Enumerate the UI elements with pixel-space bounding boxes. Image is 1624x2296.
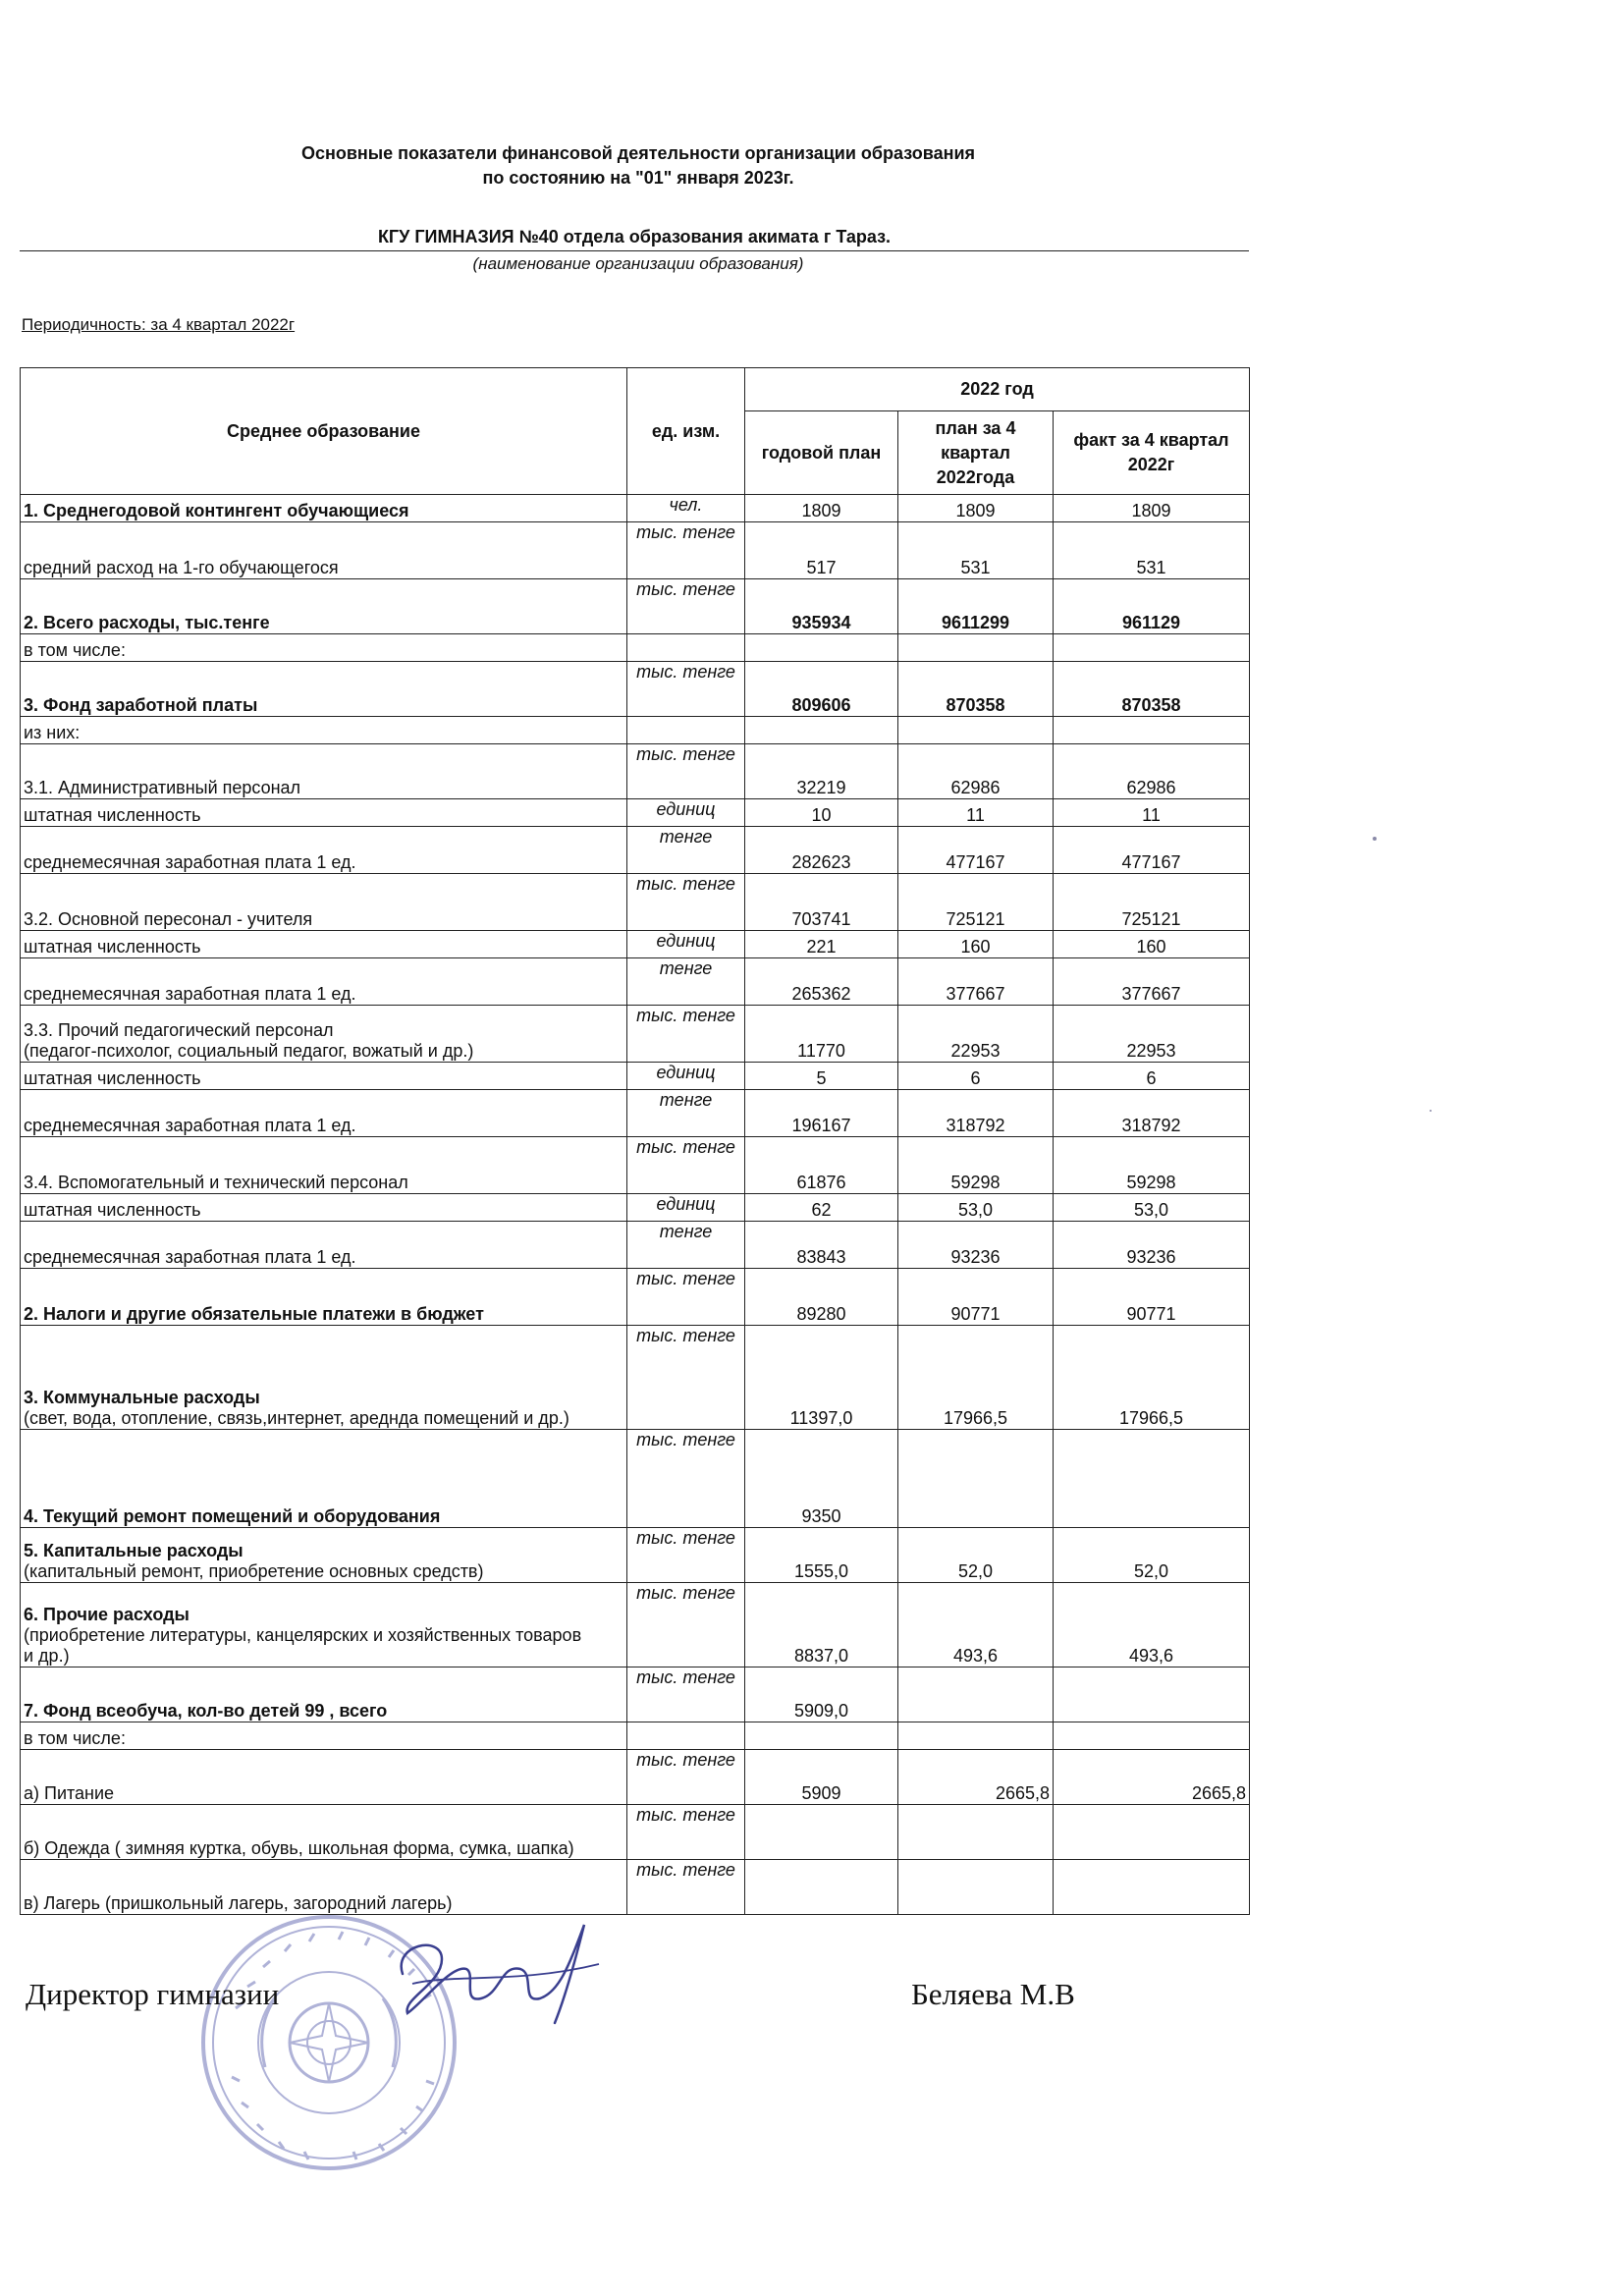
cell-q4-fact: 90771 [1054, 1269, 1250, 1326]
row-label [21, 1269, 627, 1326]
row-unit: тыс. тенге [627, 579, 745, 634]
row-label-line: в том числе: [24, 1728, 126, 1748]
row-label-line: 5. Капитальные расходы [24, 1541, 244, 1560]
cell-plan: 11770 [745, 1006, 898, 1063]
cell-q4-fact: 318792 [1054, 1090, 1250, 1137]
row-unit: тыс. тенге [627, 1006, 745, 1063]
row-unit [627, 1722, 745, 1750]
row-unit: единиц [627, 799, 745, 827]
row-unit: тенге [627, 958, 745, 1006]
row-label [21, 495, 627, 522]
row-label-line: 3.1. Административный персонал [24, 778, 301, 797]
row-label-line: средний расход на 1-го обучающегося [24, 558, 339, 577]
cell-q4-fact: 17966,5 [1054, 1326, 1250, 1430]
row-unit: тыс. тенге [627, 1269, 745, 1326]
cell-q4-fact: 377667 [1054, 958, 1250, 1006]
cell-q4-plan: 93236 [898, 1222, 1054, 1269]
row-unit: тыс. тенге [627, 662, 745, 717]
scan-speck [1373, 837, 1377, 841]
row-label-line: среднемесячная заработная плата 1 ед. [24, 1116, 356, 1135]
signature-icon [383, 1905, 619, 2033]
table-row [21, 1430, 1250, 1528]
cell-q4-fact: 11 [1054, 799, 1250, 827]
cell-plan: 5 [745, 1063, 898, 1090]
table-row [21, 1137, 1250, 1194]
cell-q4-plan [898, 1860, 1054, 1915]
cell-q4-plan: 477167 [898, 827, 1054, 874]
row-unit: тыс. тенге [627, 1860, 745, 1915]
table-row [21, 1326, 1250, 1430]
cell-plan: 89280 [745, 1269, 898, 1326]
row-label-line: 6. Прочие расходы [24, 1605, 189, 1624]
row-label-line: 3.4. Вспомогательный и технический персонал [24, 1173, 408, 1192]
row-label [21, 827, 627, 874]
row-unit [627, 634, 745, 662]
row-label [21, 522, 627, 579]
cell-q4-plan: 22953 [898, 1006, 1054, 1063]
scan-speck [1430, 1110, 1432, 1112]
row-label-line: 4. Текущий ремонт помещений и оборудования [24, 1506, 441, 1526]
row-unit: тенге [627, 827, 745, 874]
row-label-line: среднемесячная заработная плата 1 ед. [24, 984, 356, 1004]
row-label-detail: (приобретение литературы, канцелярских и хозяйственных товаров [24, 1625, 582, 1645]
row-unit: тыс. тенге [627, 1137, 745, 1194]
row-label-detail: (педагог-психолог, социальный педагог, вожатый и др.) [24, 1041, 474, 1061]
header-q4-fact: факт за 4 квартал 2022г [1054, 411, 1250, 495]
row-label [21, 1222, 627, 1269]
cell-q4-plan: 318792 [898, 1090, 1054, 1137]
row-label-line: а) Питание [24, 1783, 115, 1803]
cell-q4-plan [898, 1667, 1054, 1722]
row-unit: тыс. тенге [627, 1326, 745, 1430]
row-label [21, 1137, 627, 1194]
cell-q4-fact [1054, 1722, 1250, 1750]
row-unit: тыс. тенге [627, 522, 745, 579]
cell-q4-fact [1054, 1860, 1250, 1915]
row-unit: тыс. тенге [627, 874, 745, 931]
row-unit: тенге [627, 1090, 745, 1137]
row-label-line: штатная численность [24, 1068, 201, 1088]
financial-indicators-table [20, 367, 1250, 1915]
cell-plan: 196167 [745, 1090, 898, 1137]
cell-plan: 282623 [745, 827, 898, 874]
table-row [21, 1722, 1250, 1750]
row-label [21, 717, 627, 744]
row-label [21, 1583, 627, 1667]
row-label [21, 1090, 627, 1137]
cell-plan: 809606 [745, 662, 898, 717]
table-row [21, 1090, 1250, 1137]
row-label [21, 931, 627, 958]
cell-q4-plan: 9611299 [898, 579, 1054, 634]
cell-q4-fact: 531 [1054, 522, 1250, 579]
row-label-line: штатная численность [24, 1200, 201, 1220]
row-label [21, 799, 627, 827]
row-label [21, 1750, 627, 1805]
row-label-line: 3. Фонд заработной платы [24, 695, 258, 715]
cell-plan: 5909 [745, 1750, 898, 1805]
row-label-line: 3. Коммунальные расходы [24, 1388, 260, 1407]
cell-q4-plan [898, 717, 1054, 744]
cell-q4-plan: 6 [898, 1063, 1054, 1090]
row-label-line: 7. Фонд всеобуча, кол-во детей 99 , всего [24, 1701, 388, 1721]
header-year: 2022 год [745, 368, 1250, 411]
cell-plan: 1555,0 [745, 1528, 898, 1583]
header-education: Среднее образование [21, 368, 627, 495]
row-label-line: 3.3. Прочий педагогический персонал [24, 1020, 334, 1040]
cell-q4-fact: 53,0 [1054, 1194, 1250, 1222]
cell-q4-fact [1054, 717, 1250, 744]
cell-plan: 62 [745, 1194, 898, 1222]
cell-q4-plan: 160 [898, 931, 1054, 958]
cell-plan [745, 1722, 898, 1750]
row-label [21, 1430, 627, 1528]
cell-q4-plan: 1809 [898, 495, 1054, 522]
row-label [21, 1805, 627, 1860]
row-unit: тыс. тенге [627, 1805, 745, 1860]
row-label-line: 2. Всего расходы, тыс.тенге [24, 613, 270, 632]
table-row [21, 1194, 1250, 1222]
header-q4-plan: план за 4 квартал 2022года [898, 411, 1054, 495]
document-title-line1: Основные показатели финансовой деятельности организации образования [300, 143, 976, 163]
row-unit: тыс. тенге [627, 1583, 745, 1667]
table-row [21, 662, 1250, 717]
cell-plan: 10 [745, 799, 898, 827]
row-label-line: штатная численность [24, 805, 201, 825]
row-label [21, 579, 627, 634]
cell-q4-fact [1054, 1430, 1250, 1528]
table-row [21, 1583, 1250, 1667]
cell-plan: 9350 [745, 1430, 898, 1528]
row-label-line: 2. Налоги и другие обязательные платежи в бюджет [24, 1304, 484, 1324]
row-label [21, 1722, 627, 1750]
header-unit: ед. изм. [627, 368, 745, 495]
cell-plan: 703741 [745, 874, 898, 931]
row-label [21, 1326, 627, 1430]
cell-q4-fact: 477167 [1054, 827, 1250, 874]
row-label [21, 1667, 627, 1722]
row-label-line: из них: [24, 723, 81, 742]
table-row [21, 1006, 1250, 1063]
table-row [21, 717, 1250, 744]
table-row [21, 1528, 1250, 1583]
periodicity: Периодичность: за 4 квартал 2022г [22, 315, 296, 334]
director-name: Беляева М.В [911, 1977, 1075, 2011]
cell-q4-fact: 725121 [1054, 874, 1250, 931]
cell-q4-plan: 62986 [898, 744, 1054, 799]
cell-plan [745, 717, 898, 744]
cell-q4-fact: 493,6 [1054, 1583, 1250, 1667]
cell-q4-fact [1054, 634, 1250, 662]
cell-q4-plan: 11 [898, 799, 1054, 827]
cell-q4-fact: 62986 [1054, 744, 1250, 799]
cell-q4-fact: 22953 [1054, 1006, 1250, 1063]
cell-plan: 517 [745, 522, 898, 579]
header-annual-plan: годовой план [745, 411, 898, 495]
director-title: Директор гимназии [26, 1977, 280, 2011]
table-row [21, 799, 1250, 827]
row-label [21, 662, 627, 717]
table-row [21, 1269, 1250, 1326]
cell-q4-fact: 6 [1054, 1063, 1250, 1090]
cell-plan: 83843 [745, 1222, 898, 1269]
row-label [21, 1194, 627, 1222]
cell-q4-fact [1054, 1667, 1250, 1722]
cell-plan: 221 [745, 931, 898, 958]
table-row [21, 1667, 1250, 1722]
cell-q4-plan [898, 1805, 1054, 1860]
row-unit: единиц [627, 931, 745, 958]
cell-q4-plan: 53,0 [898, 1194, 1054, 1222]
cell-plan [745, 1805, 898, 1860]
table-row [21, 1063, 1250, 1090]
row-label-detail: (свет, вода, отопление, связь,интернет, ареднда помещений и др.) [24, 1408, 569, 1428]
row-label [21, 1006, 627, 1063]
cell-plan [745, 634, 898, 662]
cell-q4-plan: 870358 [898, 662, 1054, 717]
row-unit: тыс. тенге [627, 1430, 745, 1528]
row-label-line: в том числе: [24, 640, 126, 660]
table-row [21, 1805, 1250, 1860]
cell-plan: 61876 [745, 1137, 898, 1194]
cell-q4-plan [898, 1722, 1054, 1750]
row-label-line: 3.2. Основной пересонал - учителя [24, 909, 313, 929]
cell-plan: 32219 [745, 744, 898, 799]
organization-name: КГУ ГИМНАЗИЯ №40 отдела образования акимата г Тараз. [20, 225, 1249, 251]
table-row [21, 931, 1250, 958]
cell-q4-fact: 59298 [1054, 1137, 1250, 1194]
cell-plan: 935934 [745, 579, 898, 634]
row-unit: тыс. тенге [627, 744, 745, 799]
table-row [21, 579, 1250, 634]
row-label [21, 744, 627, 799]
row-unit: тыс. тенге [627, 1528, 745, 1583]
row-label [21, 958, 627, 1006]
cell-q4-fact: 52,0 [1054, 1528, 1250, 1583]
cell-q4-fact: 93236 [1054, 1222, 1250, 1269]
cell-plan: 8837,0 [745, 1583, 898, 1667]
cell-plan: 1809 [745, 495, 898, 522]
row-label-detail: и др.) [24, 1646, 70, 1666]
row-label-line: 1. Среднегодовой контингент обучающиеся [24, 501, 409, 520]
cell-plan: 5909,0 [745, 1667, 898, 1722]
row-label [21, 874, 627, 931]
cell-q4-fact: 2665,8 [1054, 1750, 1250, 1805]
row-unit: единиц [627, 1063, 745, 1090]
row-label-line: среднемесячная заработная плата 1 ед. [24, 852, 356, 872]
cell-q4-fact [1054, 1805, 1250, 1860]
row-unit: тыс. тенге [627, 1667, 745, 1722]
cell-q4-fact: 1809 [1054, 495, 1250, 522]
row-unit: тыс. тенге [627, 1750, 745, 1805]
table-row [21, 1750, 1250, 1805]
row-unit: единиц [627, 1194, 745, 1222]
cell-q4-plan: 90771 [898, 1269, 1054, 1326]
row-unit: чел. [627, 495, 745, 522]
row-label [21, 1063, 627, 1090]
cell-q4-plan: 725121 [898, 874, 1054, 931]
organization-note: (наименование организации образования) [472, 254, 804, 273]
table-row [21, 874, 1250, 931]
row-label-line: штатная численность [24, 937, 201, 957]
cell-q4-plan [898, 634, 1054, 662]
table-row [21, 495, 1250, 522]
row-label-line: среднемесячная заработная плата 1 ед. [24, 1247, 356, 1267]
row-unit [627, 717, 745, 744]
row-label-line: в) Лагерь (пришкольный лагерь, загородний лагерь) [24, 1893, 453, 1913]
cell-q4-fact: 961129 [1054, 579, 1250, 634]
cell-q4-plan [898, 1430, 1054, 1528]
table-row [21, 1222, 1250, 1269]
row-label [21, 634, 627, 662]
row-label-detail: (капитальный ремонт, приобретение основных средств) [24, 1561, 484, 1581]
cell-q4-fact: 160 [1054, 931, 1250, 958]
table-row [21, 1860, 1250, 1915]
table-row [21, 827, 1250, 874]
cell-q4-plan: 531 [898, 522, 1054, 579]
table-row [21, 522, 1250, 579]
cell-plan: 265362 [745, 958, 898, 1006]
table-row [21, 634, 1250, 662]
cell-q4-fact: 870358 [1054, 662, 1250, 717]
row-unit: тенге [627, 1222, 745, 1269]
table-row [21, 958, 1250, 1006]
cell-q4-plan: 493,6 [898, 1583, 1054, 1667]
table-row [21, 744, 1250, 799]
row-label-line: б) Одежда ( зимняя куртка, обувь, школьная форма, сумка, шапка) [24, 1838, 574, 1858]
cell-plan: 11397,0 [745, 1326, 898, 1430]
document-title-line2: по состоянию на "01" января 2023г. [482, 168, 794, 188]
cell-q4-plan: 377667 [898, 958, 1054, 1006]
cell-q4-plan: 2665,8 [898, 1750, 1054, 1805]
cell-q4-plan: 59298 [898, 1137, 1054, 1194]
cell-q4-plan: 17966,5 [898, 1326, 1054, 1430]
cell-plan [745, 1860, 898, 1915]
cell-q4-plan: 52,0 [898, 1528, 1054, 1583]
row-label [21, 1528, 627, 1583]
